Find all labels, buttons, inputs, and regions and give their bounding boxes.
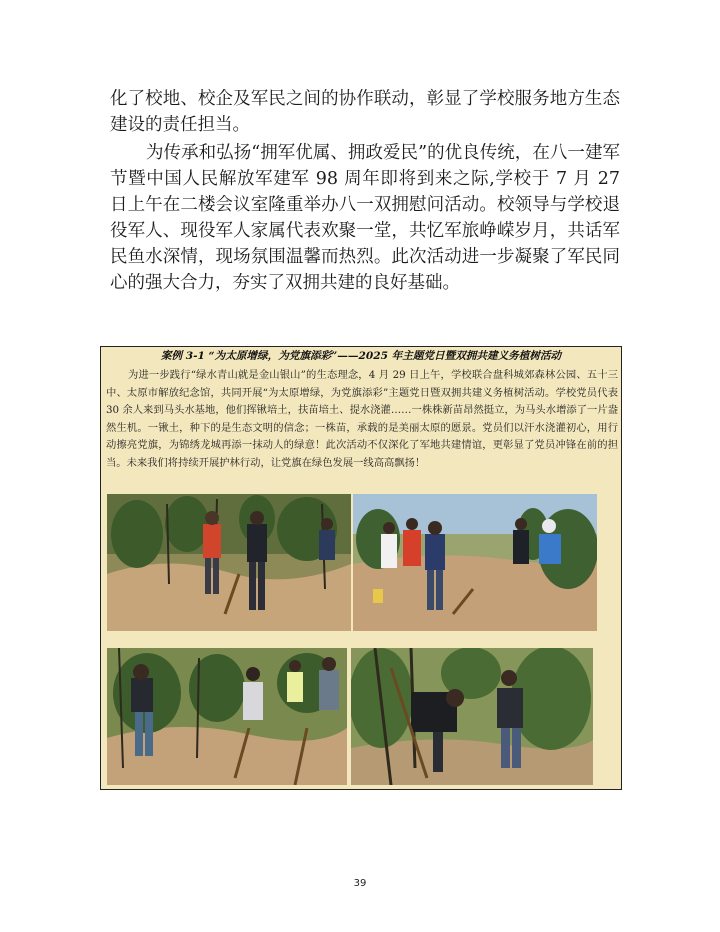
tree-planting-photo-4 [351, 648, 593, 785]
page-number: 39 [353, 878, 367, 889]
tree-planting-photo-2 [353, 494, 597, 631]
case-study-title: 案例 3-1 “为太原增绿，为党旗添彩”——2025 年主题党日暨双拥共建义务植树活动 [160, 350, 562, 362]
tree-planting-photo-3 [107, 648, 347, 785]
tree-planting-photo-1 [107, 494, 351, 631]
body-paragraph-2: 为传承和弘扬“拥军优属、拥政爱民”的优良传统，在八一建军节暨中国人民解放军建军 98 周年即将到来之际,学校于 7 月 27 日上午在二楼会议室隆重举办八一双拥慰问活动。校领导与学校退役军人、现役军人家属代表欢聚一堂，共忆军旅峥嵘岁月，共话军民鱼水深情，现场氛围温馨而热烈。此次活动进一步凝聚了军民同心的强大合力，夯实了双拥共建的良好基础。 [110, 143, 620, 293]
case-study-box [100, 346, 622, 790]
case-study-text: 为进一步践行“绿水青山就是金山银山”的生态理念，4 月 29 日上午，学校联合盘科城郊森林公园、五十三中、太原市解放纪念馆，共同开展“为太原增绿，为党旗添彩”主题党日暨双拥共建义务植树活动。学校党员代表 30 余人来到马头水基地，他们挥锹培土，扶苗培土、提水浇灌……一株株新苗昂然挺立，为马头水增添了一片盎然生机。一锹土，种下的是生态文明的信念；一株苗，承载的是美丽太原的愿景。党员们以汗水浇灌初心，用行动擦亮党旗，为锦绣龙城再添一抹动人的绿意！此次活动不仅深化了军地共建情谊，更彰显了党员冲锋在前的担当。未来我们将持续开展护林行动，让党旗在绿色发展一线高高飘扬！ [106, 369, 618, 469]
body-paragraph-1: 化了校地、校企及军民之间的协作联动，彰显了学校服务地方生态建设的责任担当。 [110, 89, 620, 135]
